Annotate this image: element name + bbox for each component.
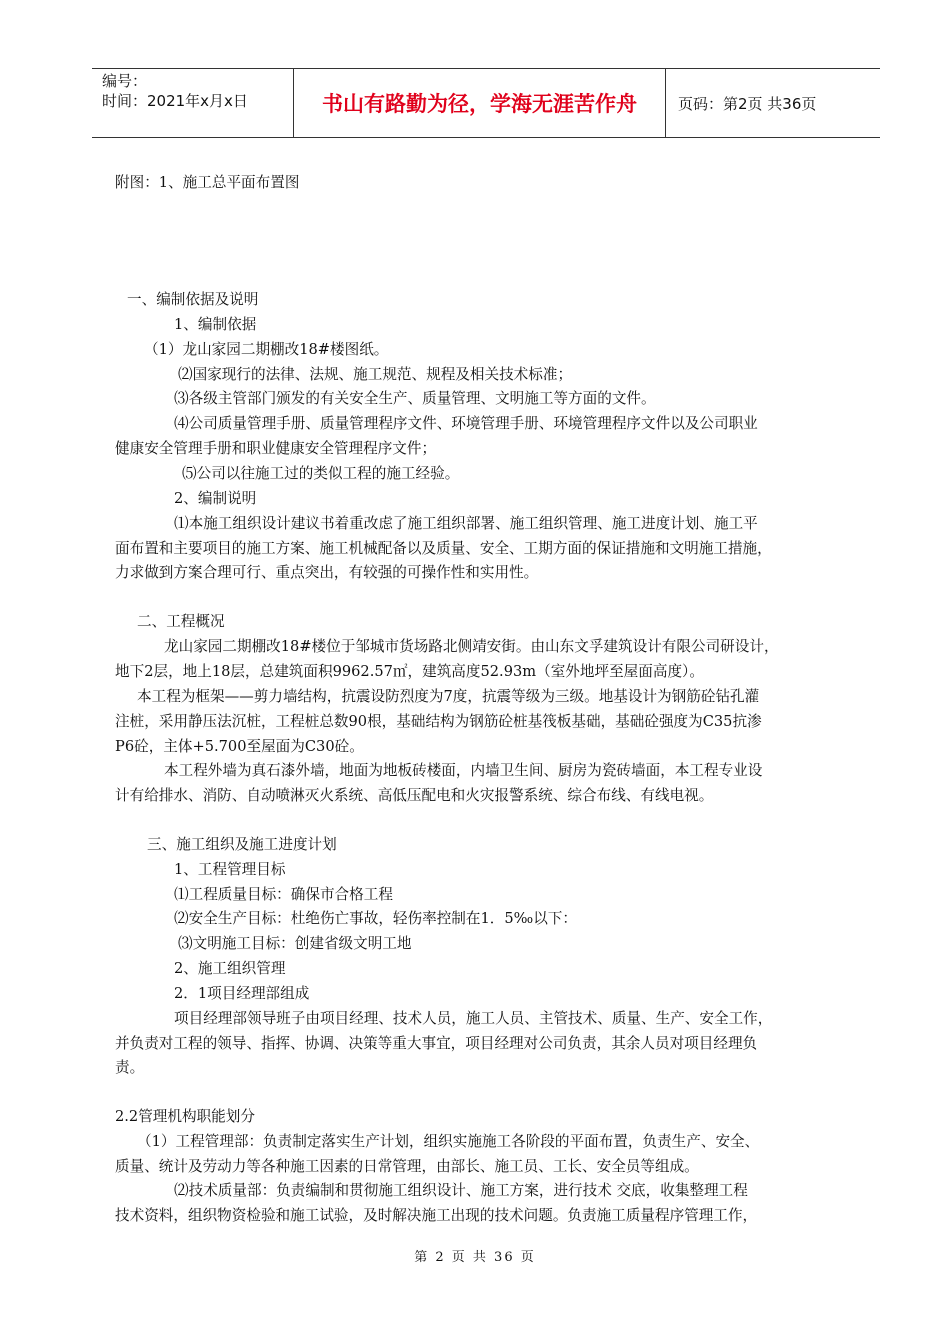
- paragraph-line: ⑵国家现行的法律、法规、施工规范、规程及相关技术标准；: [178, 366, 573, 383]
- paragraph-line: P6砼，主体+5.700至屋面为C30砼。: [115, 738, 364, 755]
- subheading: 2．1项目经理部组成: [174, 985, 310, 1002]
- attachment-line: 附图：1、施工总平面布置图: [115, 174, 300, 191]
- subheading: 2.2管理机构职能划分: [115, 1108, 255, 1125]
- paragraph-line: 本工程外墙为真石漆外墙，地面为地板砖楼面，内墙卫生间、厨房为瓷砖墙面，本工程专业设: [164, 762, 763, 779]
- paragraph-line: ⑵技术质量部：负责编制和贯彻施工组织设计、施工方案，进行技术 交底，收集整理工程: [174, 1182, 748, 1199]
- paragraph-line: ⑶文明施工目标：创建省级文明工地: [178, 935, 412, 952]
- page-header: [92, 68, 880, 138]
- header-meta-cell: [92, 69, 294, 137]
- subheading: 2、施工组织管理: [174, 960, 286, 977]
- page-info: 页码：第2页 共36页: [678, 94, 817, 113]
- paragraph-line: ⑴工程质量目标：确保市合格工程: [174, 886, 393, 903]
- page-footer: 第 2 页 共 36 页: [414, 1250, 536, 1265]
- paragraph-line: 并负责对工程的领导、指挥、协调、决策等重大事宜，项目经理对公司负责，其余人员对项目经理负: [115, 1035, 758, 1052]
- paragraph-line: 本工程为框架——剪力墙结构，抗震设防烈度为7度，抗震等级为三级。地基设计为钢筋砼钻孔灌: [137, 688, 760, 705]
- paragraph-line: 地下2层，地上18层，总建筑面积9962.57㎡，建筑高度52.93m（室外地坪至屋面高度）。: [115, 663, 704, 680]
- subheading: 2、编制说明: [174, 490, 257, 507]
- paragraph-line: ⑸公司以往施工过的类似工程的施工经验。: [182, 465, 460, 482]
- section-heading-3: 三、施工组织及施工进度计划: [147, 836, 337, 853]
- section-heading-1: 一、编制依据及说明: [127, 291, 259, 308]
- paragraph-line: 面布置和主要项目的施工方案、施工机械配备以及质量、安全、工期方面的保证措施和文明施工措施，: [115, 540, 772, 557]
- paragraph-line: 责。: [115, 1059, 145, 1076]
- subheading: 1、编制依据: [174, 316, 257, 333]
- section-heading-2: 二、工程概况: [137, 613, 225, 630]
- paragraph-line: 力求做到方案合理可行、重点突出，有较强的可操作性和实用性。: [115, 564, 539, 581]
- paragraph-line: 注桩，采用静压法沉桩，工程桩总数90根，基础结构为钢筋砼桩基筏板基础，基础砼强度为C35抗渗: [115, 713, 762, 730]
- paragraph-line: 龙山家园二期棚改18#楼位于邹城市货场路北侧靖安街。由山东文孚建筑设计有限公司研设计，: [164, 638, 779, 655]
- paragraph-line: ⑴本施工组织设计建议书着重改虑了施工组织部署、施工组织管理、施工进度计划、施工平: [174, 515, 758, 532]
- paragraph-line: ⑷公司质量管理手册、质量管理程序文件、环境管理手册、环境管理程序文件以及公司职业: [174, 415, 758, 432]
- paragraph-line: （1）龙山家园二期棚改18#楼图纸。: [144, 341, 389, 358]
- paragraph-line: 质量、统计及劳动力等各种施工因素的日常管理，由部长、施工员、工长、安全员等组成。: [115, 1158, 699, 1175]
- subheading: 1、工程管理目标: [174, 861, 286, 878]
- paragraph-line: ⑶各级主管部门颁发的有关安全生产、质量管理、文明施工等方面的文件。: [174, 390, 656, 407]
- motto: 书山有路勤为径，学海无涯苦作舟: [294, 69, 666, 137]
- paragraph-line: 计有给排水、消防、自动喷淋灭火系统、高低压配电和火灾报警系统、综合布线、有线电视。: [115, 787, 714, 804]
- paragraph-line: 健康安全管理手册和职业健康安全管理程序文件；: [115, 440, 437, 457]
- paragraph-line: 技术资料，组织物资检验和施工试验，及时解决施工出现的技术问题。负责施工质量程序管理工作，: [115, 1207, 758, 1224]
- paragraph-line: 项目经理部领导班子由项目经理、技术人员，施工人员、主管技术、质量、生产、安全工作，: [174, 1010, 773, 1027]
- paragraph-line: （1）工程管理部：负责制定落实生产计划，组织实施施工各阶段的平面布置，负责生产、安全、: [137, 1133, 760, 1150]
- time-label: 时间：2021年x月x日: [102, 92, 248, 110]
- paragraph-line: ⑵安全生产目标：杜绝伤亡事故，轻伤率控制在1．5‰以下：: [174, 910, 577, 927]
- serial-label: 编号：: [102, 72, 148, 90]
